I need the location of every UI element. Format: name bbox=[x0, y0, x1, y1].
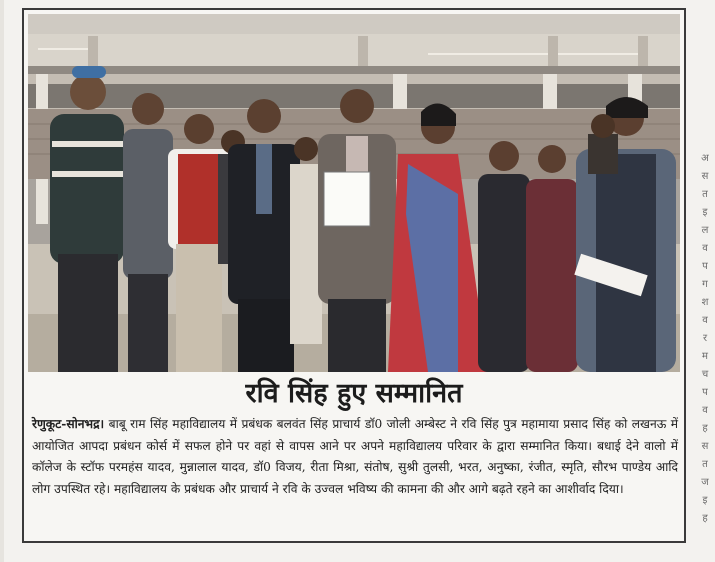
adjacent-column-fragment bbox=[698, 150, 712, 550]
article-paragraph: बाबू राम सिंह महाविद्यालय में प्रबंधक बलवंत सिंह प्राचार्य डॉ0 जोली अम्बेस्ट ने रवि सिंह पुत्र महामाया प्रसाद सिंह को लखनऊ में आयोजित आपदा प्रबंधन कोर्स में सफल होने पर वहां से वापस आने पर अपने महाविद्यालय परिवार के द्वारा सम्मानित किया। बधाई देने वालो में कॉलेज के स्टॉफ परमहंस यादव, मुन्नालाल यादव, डॉ0 विजय, रीता मिश्रा, संतोष, सुश्री तुलसी, भरत, अनुष्का, रंजीत, स्मृति, सौरभ पाण्डेय आदि लोग उपस्थित रहे। महाविद्यालय के प्रबंधक और प्राचार्य ने रवि के उज्वल भविष्य की कामना की और आगे बढ़ते रहने का आशीर्वाद दिया। bbox=[32, 417, 678, 496]
page-edge bbox=[0, 0, 4, 562]
adjacent-column-glyph: इ bbox=[702, 495, 708, 506]
article-body bbox=[32, 414, 678, 500]
adjacent-column-glyph: व bbox=[702, 315, 708, 326]
adjacent-column-glyph: श bbox=[701, 297, 709, 308]
dateline: रेणुकूट-सोनभद्र। bbox=[32, 417, 105, 431]
news-clipping bbox=[22, 8, 686, 543]
adjacent-column-glyph: प bbox=[702, 387, 708, 398]
adjacent-column-glyph: व bbox=[702, 405, 708, 416]
adjacent-column-glyph: स bbox=[701, 441, 709, 452]
adjacent-column-glyph: त bbox=[702, 459, 708, 470]
adjacent-column-glyph: म bbox=[702, 351, 708, 362]
adjacent-column-glyph: ज bbox=[701, 477, 709, 488]
adjacent-column-glyph: व bbox=[702, 243, 708, 254]
adjacent-column-glyph: च bbox=[701, 369, 709, 380]
adjacent-column-glyph: त bbox=[702, 189, 708, 200]
adjacent-column-glyph: स bbox=[701, 171, 709, 182]
group-photo-illustration bbox=[28, 14, 680, 372]
adjacent-column-glyph: इ bbox=[702, 207, 708, 218]
adjacent-column-glyph: ह bbox=[702, 513, 708, 524]
adjacent-column-glyph: प bbox=[702, 261, 708, 272]
news-photo bbox=[28, 14, 680, 372]
adjacent-column-glyph: ग bbox=[702, 279, 708, 290]
headline: रवि सिंह हुए सम्मानित bbox=[245, 378, 463, 409]
adjacent-column-glyph: र bbox=[702, 333, 708, 344]
adjacent-column-glyph: अ bbox=[701, 153, 709, 164]
adjacent-column-glyph: ह bbox=[702, 423, 708, 434]
adjacent-column-glyph: ल bbox=[701, 225, 709, 236]
